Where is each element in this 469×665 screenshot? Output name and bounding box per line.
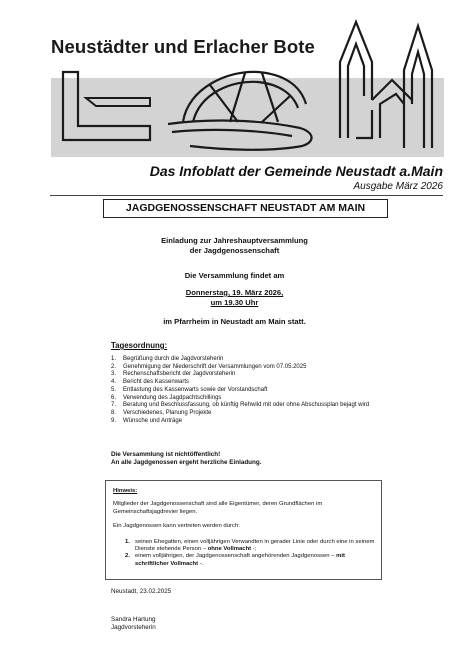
agenda-item-text: Entlastung des Kassenwarts sowie der Vorstandschaft	[123, 386, 268, 393]
masthead-subtitle: Das Infoblatt der Gemeinde Neustadt a.Main	[149, 163, 443, 179]
agenda-item-number: 8.	[111, 409, 117, 416]
representation-list	[113, 539, 375, 569]
representation-item-number: 1.	[125, 538, 130, 545]
hinweis-label: Hinweis:	[113, 488, 138, 494]
agenda-item	[111, 371, 381, 379]
agenda-item-text: Bericht des Kassenwarts	[123, 379, 190, 386]
meeting-time: um 19.30 Uhr	[210, 297, 259, 307]
agenda-item	[111, 395, 381, 403]
agenda-item	[111, 356, 381, 364]
agenda-list	[111, 356, 381, 425]
edition-label: Ausgabe März 2026	[353, 181, 443, 192]
representation-item-emphasis: mit schriftlicher Vollmacht	[135, 553, 345, 567]
place-date-line: Neustadt, 23.02.2025	[111, 588, 172, 595]
agenda-item	[111, 387, 381, 395]
agenda-item-number: 4.	[111, 379, 117, 386]
agenda-item-text: Verschiedenes, Planung Projekte	[123, 409, 212, 416]
representation-item	[125, 539, 375, 554]
masthead-artwork	[0, 0, 469, 165]
hinweis-paragraph-1: Mitglieder der Jagdgenossenschaft sind alle Eigentümer, deren Grundflächen im Gemeinschaftsjagdrevier liegen.	[113, 501, 323, 515]
invitation-line-2: der Jagdgenossenschaft	[189, 245, 280, 255]
masthead-title: Neustädter und Erlacher Bote	[51, 36, 315, 57]
representation-item-text: einem volljährigen, der Jagdgenossenschaft angehörenden Jagdgenossen –	[135, 553, 337, 560]
agenda-item	[111, 402, 381, 410]
representation-item-text: seinen Ehegatten, einen volljährigen Verwandten in gerader Linie oder durch eine in seinem Dienste stehende Person –	[135, 538, 375, 553]
agenda-item-number: 9.	[111, 417, 117, 424]
banner-band	[51, 78, 444, 157]
masthead	[0, 0, 469, 165]
meeting-place: im Pfarrheim in Neustadt am Main statt.	[163, 317, 306, 326]
agenda-item-text: Wünsche und Anträge	[123, 417, 183, 424]
representation-item-tail: -;	[251, 546, 257, 553]
invitation-heading	[0, 236, 469, 255]
signatory-role: Jagdvorsteherin	[111, 624, 156, 631]
agenda-item-number: 5.	[111, 386, 117, 393]
article-headline: JAGDGENOSSENSCHAFT NEUSTADT AM MAIN	[103, 199, 388, 218]
agenda-item-text: Rechenschaftsbericht der Jagdvorsteherin	[123, 371, 236, 378]
agenda-item-number: 7.	[111, 402, 117, 409]
notice-line-2: An alle Jagdgenossen ergeht herzliche Einladung.	[111, 459, 262, 466]
attendance-notice	[111, 451, 261, 467]
agenda-item	[111, 418, 381, 426]
agenda-item-number: 6.	[111, 394, 117, 401]
agenda-item-number: 1.	[111, 356, 117, 362]
representation-item	[125, 553, 375, 568]
agenda-item-text: Beratung und Beschlussfassung, ob künftig Rehwild mit oder ohne Abschussplan bejagt wird	[123, 402, 370, 409]
meeting-intro: Die Versammlung findet am	[184, 271, 285, 280]
hinweis-box	[105, 480, 382, 580]
signature-block	[111, 616, 156, 632]
agenda-item-text: Begrüßung durch die Jagdvorsteherin	[123, 356, 224, 362]
agenda-item	[111, 379, 381, 387]
hinweis-paragraph-2: Ein Jagdgenossen kann vertreten werden durch:	[113, 523, 240, 530]
signatory-name: Sandra Hartung	[111, 616, 156, 623]
agenda-item	[111, 364, 381, 372]
representation-item-tail: -.	[198, 560, 204, 567]
agenda-item-text: Verwendung des Jagdpachtschillings	[123, 394, 222, 401]
agenda-item	[111, 410, 381, 418]
agenda-item-number: 3.	[111, 371, 117, 378]
representation-item-number: 2.	[125, 553, 130, 560]
invitation-line-1: Einladung zur Jahreshauptversammlung	[161, 236, 308, 245]
agenda-item-text: Genehmigung der Niederschrift der Versammlungen vom 07.05.2025	[123, 363, 307, 370]
meeting-datetime	[0, 288, 469, 307]
meeting-date: Donnerstag, 19. März 2026,	[185, 288, 284, 297]
agenda-heading: Tagesordnung:	[111, 341, 168, 350]
notice-line-1: Die Versammlung ist nichtöffentlich!	[111, 451, 221, 458]
agenda-item-number: 2.	[111, 363, 117, 370]
divider-rule	[50, 195, 443, 196]
representation-item-emphasis: ohne Vollmacht	[207, 546, 252, 553]
